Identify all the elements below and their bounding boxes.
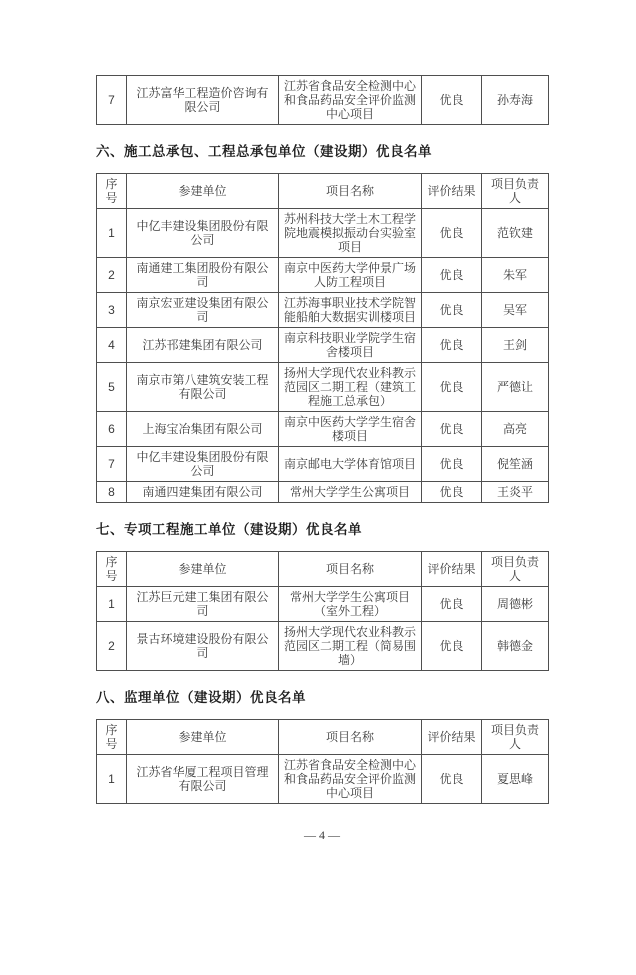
cell-seq: 1 xyxy=(97,209,127,258)
table-row xyxy=(97,363,549,412)
cell-company: 南京市第八建筑安装工程有限公司 xyxy=(127,363,279,412)
cell-seq: 2 xyxy=(97,258,127,293)
section-heading-6: 六、施工总承包、工程总承包单位（建设期）优良名单 xyxy=(96,144,432,159)
cell-project: 南京中医药大学仲景广场人防工程项目 xyxy=(279,258,422,293)
cell-project: 南京邮电大学体育馆项目 xyxy=(279,447,422,482)
cell-manager: 韩德金 xyxy=(482,622,549,671)
header-seq xyxy=(97,720,127,755)
header-seq-label: 序号 xyxy=(105,555,118,583)
cell-project: 江苏海事职业技术学院智能船舶大数据实训楼项目 xyxy=(279,293,422,328)
cell-company: 江苏省华厦工程项目管理有限公司 xyxy=(127,755,279,804)
table-row xyxy=(97,328,549,363)
cell-project: 扬州大学现代农业科教示范园区二期工程（简易围墙） xyxy=(279,622,422,671)
table-row xyxy=(97,258,549,293)
cell-seq: 6 xyxy=(97,412,127,447)
table-header-row xyxy=(97,174,549,209)
section-8-table xyxy=(96,719,549,804)
cell-result: 优良 xyxy=(422,447,482,482)
cell-seq: 7 xyxy=(97,76,127,125)
cell-project: 扬州大学现代农业科教示范园区二期工程（建筑工程施工总承包） xyxy=(279,363,422,412)
header-manager: 项目负责人 xyxy=(482,720,549,755)
cell-company: 景古环境建设股份有限公司 xyxy=(127,622,279,671)
cell-manager: 孙寿海 xyxy=(482,76,549,125)
cell-company: 上海宝冶集团有限公司 xyxy=(127,412,279,447)
cell-company: 南通建工集团股份有限公司 xyxy=(127,258,279,293)
document-page xyxy=(96,75,548,843)
cell-project: 苏州科技大学土木工程学院地震模拟振动台实验室项目 xyxy=(279,209,422,258)
cell-result: 优良 xyxy=(422,328,482,363)
cell-project: 南京科技职业学院学生宿舍楼项目 xyxy=(279,328,422,363)
cell-result: 优良 xyxy=(422,76,482,125)
cell-manager: 高亮 xyxy=(482,412,549,447)
table-row xyxy=(97,755,549,804)
header-company: 参建单位 xyxy=(127,720,279,755)
cell-result: 优良 xyxy=(422,293,482,328)
cell-manager: 周德彬 xyxy=(482,587,549,622)
table-row xyxy=(97,293,549,328)
header-company: 参建单位 xyxy=(127,552,279,587)
cell-result: 优良 xyxy=(422,412,482,447)
cell-company: 江苏邗建集团有限公司 xyxy=(127,328,279,363)
cell-project: 南京中医药大学学生宿舍楼项目 xyxy=(279,412,422,447)
cell-result: 优良 xyxy=(422,363,482,412)
cell-seq: 8 xyxy=(97,482,127,503)
cell-project: 江苏省食品安全检测中心和食品药品安全评价监测中心项目 xyxy=(279,755,422,804)
table-header-row xyxy=(97,552,549,587)
cell-result: 优良 xyxy=(422,622,482,671)
table-row xyxy=(97,622,549,671)
cell-result: 优良 xyxy=(422,258,482,293)
cell-seq: 1 xyxy=(97,755,127,804)
header-manager: 项目负责人 xyxy=(482,552,549,587)
table-row xyxy=(97,587,549,622)
cell-manager: 吴军 xyxy=(482,293,549,328)
cell-seq: 1 xyxy=(97,587,127,622)
section-heading-8: 八、监理单位（建设期）优良名单 xyxy=(96,690,306,705)
header-project: 项目名称 xyxy=(279,552,422,587)
cell-project: 江苏省食品安全检测中心和食品药品安全评价监测中心项目 xyxy=(279,76,422,125)
cell-result: 优良 xyxy=(422,209,482,258)
header-seq-label: 序号 xyxy=(105,177,118,205)
table-row xyxy=(97,482,549,503)
cell-company: 南通四建集团有限公司 xyxy=(127,482,279,503)
header-result: 评价结果 xyxy=(422,552,482,587)
section-7-table xyxy=(96,551,549,671)
table-row xyxy=(97,412,549,447)
cell-project: 常州大学学生公寓项目（室外工程） xyxy=(279,587,422,622)
cell-manager: 朱军 xyxy=(482,258,549,293)
cell-result: 优良 xyxy=(422,587,482,622)
cell-manager: 倪笙涵 xyxy=(482,447,549,482)
page-number: — 4 — xyxy=(304,828,340,842)
table-header-row xyxy=(97,720,549,755)
header-seq xyxy=(97,552,127,587)
section-heading-7: 七、专项工程施工单位（建设期）优良名单 xyxy=(96,522,362,537)
header-result: 评价结果 xyxy=(422,174,482,209)
cell-company: 江苏富华工程造价咨询有限公司 xyxy=(127,76,279,125)
cell-manager: 王炎平 xyxy=(482,482,549,503)
cell-seq: 4 xyxy=(97,328,127,363)
section-6-table xyxy=(96,173,549,503)
table-row xyxy=(97,447,549,482)
cell-seq: 3 xyxy=(97,293,127,328)
cell-result: 优良 xyxy=(422,482,482,503)
header-project: 项目名称 xyxy=(279,720,422,755)
cell-seq: 2 xyxy=(97,622,127,671)
cell-manager: 王剑 xyxy=(482,328,549,363)
cell-company: 南京宏亚建设集团有限公司 xyxy=(127,293,279,328)
continuation-table xyxy=(96,75,549,125)
cell-company: 中亿丰建设集团股份有限公司 xyxy=(127,209,279,258)
header-company: 参建单位 xyxy=(127,174,279,209)
header-result: 评价结果 xyxy=(422,720,482,755)
table-row xyxy=(97,76,549,125)
header-seq-label: 序号 xyxy=(105,723,118,751)
cell-manager: 夏思峰 xyxy=(482,755,549,804)
cell-result: 优良 xyxy=(422,755,482,804)
table-row xyxy=(97,209,549,258)
cell-company: 中亿丰建设集团股份有限公司 xyxy=(127,447,279,482)
cell-manager: 严德让 xyxy=(482,363,549,412)
header-seq xyxy=(97,174,127,209)
cell-project: 常州大学学生公寓项目 xyxy=(279,482,422,503)
cell-company: 江苏巨元建工集团有限公司 xyxy=(127,587,279,622)
header-project: 项目名称 xyxy=(279,174,422,209)
cell-seq: 5 xyxy=(97,363,127,412)
cell-manager: 范钦建 xyxy=(482,209,549,258)
cell-seq: 7 xyxy=(97,447,127,482)
header-manager: 项目负责人 xyxy=(482,174,549,209)
